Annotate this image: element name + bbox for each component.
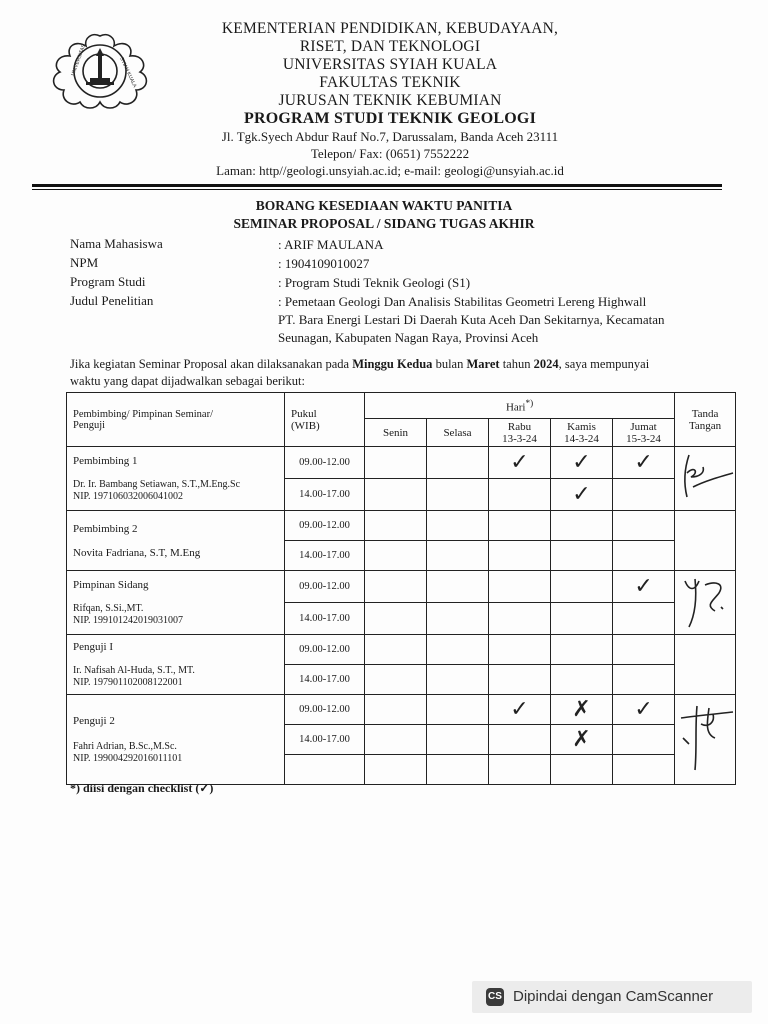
slot-cell (489, 603, 551, 635)
intro-paragraph (70, 356, 730, 390)
member-nip: NIP. 199004292016011101 (73, 752, 183, 764)
member-cell (67, 511, 285, 571)
slot-cell (365, 665, 427, 695)
paragraph-text-3: tahun (499, 357, 534, 371)
day-name: Rabu (507, 420, 532, 433)
member-nip: NIP. 197106032006041002 (73, 490, 184, 502)
slot-cell (427, 447, 489, 479)
footnote: *) diisi dengan checklist (✓) (70, 781, 214, 795)
phone: Telepon/ Fax: (0651) 7552222 (310, 146, 470, 161)
camscanner-watermark (472, 981, 752, 1013)
faculty-name: FAKULTAS TEKNIK (319, 74, 461, 91)
paragraph-text-4: , saya mempunyai (558, 357, 650, 371)
check-mark: ✓ (551, 447, 613, 479)
day-name: Kamis (567, 420, 596, 433)
slot-cell (427, 511, 489, 541)
slot-cell (365, 479, 427, 511)
department-name: JURUSAN TEKNIK KEBUMIAN (278, 92, 502, 109)
research-title-line-2: PT. Bara Energi Lestari Di Daerah Kuta Aceh Dan Sekitarnya, Kecamatan (278, 312, 665, 327)
slot-cell (551, 571, 613, 603)
member-name: Fahri Adrian, B.Sc.,M.Sc. (73, 740, 177, 752)
slot-cell (365, 755, 427, 785)
member-role: Penguji I (73, 640, 114, 653)
day-date: 14-3-24 (564, 432, 599, 445)
day-jumat (613, 419, 675, 447)
header-hari (365, 393, 675, 419)
address: Jl. Tgk.Syech Abdur Rauf No.7, Darussalam, Banda Aceh 23111 (221, 129, 559, 144)
table-row (67, 695, 736, 725)
schedule-table (66, 392, 736, 785)
cross-mark: ✗ (551, 725, 613, 755)
time-slot: 14.00-17.00 (285, 665, 365, 695)
member-name: Ir. Nafisah Al-Huda, S.T., MT. (73, 664, 195, 676)
time-slot: 09.00-12.00 (285, 571, 365, 603)
letterhead (170, 20, 610, 179)
time-slot: 09.00-12.00 (285, 695, 365, 725)
slot-cell (551, 541, 613, 571)
student-name: : ARIF MAULANA (278, 237, 384, 252)
slot-cell (427, 725, 489, 755)
member-role: Pimpinan Sidang (73, 578, 149, 591)
student-prodi: : Program Studi Teknik Geologi (S1) (278, 275, 471, 290)
member-role: Pembimbing 2 (73, 522, 138, 535)
name-label: Nama Mahasiswa (70, 236, 163, 251)
slot-cell (489, 635, 551, 665)
check-mark: ✓ (489, 447, 551, 479)
member-nip: NIP. 197901102008122001 (73, 676, 183, 688)
slot-cell (489, 541, 551, 571)
slot-cell (365, 511, 427, 541)
table-row (67, 511, 736, 541)
member-name: Rifqan, S.Si.,MT. (73, 602, 144, 614)
slot-cell (551, 665, 613, 695)
member-cell (67, 447, 285, 511)
research-title-line-1: : Pemetaan Geologi Dan Analisis Stabilitas Geometri Lereng Highwall (278, 294, 647, 309)
university-name: UNIVERSITAS SYIAH KUALA (282, 56, 498, 73)
check-mark: ✓ (613, 447, 675, 479)
header-role: Pembimbing/ Pimpinan Seminar/ Penguji (67, 393, 285, 447)
camscanner-icon: CS (486, 988, 504, 1006)
slot-cell (613, 635, 675, 665)
research-title-line-3: Seunagan, Kabupaten Nagan Raya, Provinsi Aceh (278, 330, 539, 345)
slot-cell (613, 755, 675, 785)
slot-cell (427, 665, 489, 695)
student-npm: : 1904109010027 (278, 256, 370, 271)
slot-cell (365, 635, 427, 665)
time-slot: 14.00-17.00 (285, 603, 365, 635)
slot-cell (613, 541, 675, 571)
slot-cell (551, 635, 613, 665)
slot-cell (551, 755, 613, 785)
table-row (67, 571, 736, 603)
slot-cell (365, 695, 427, 725)
check-mark: ✓ (613, 695, 675, 725)
paragraph-month: Maret (466, 357, 500, 371)
time-slot: 14.00-17.00 (285, 541, 365, 571)
slot-cell (427, 695, 489, 725)
slot-cell (365, 603, 427, 635)
research-title (278, 293, 738, 347)
header-divider-thin (32, 189, 722, 190)
slot-cell (613, 479, 675, 511)
member-name: Dr. Ir. Bambang Setiawan, S.T.,M.Eng.Sc (73, 478, 241, 490)
member-cell (67, 571, 285, 635)
day-name: Selasa (443, 426, 472, 439)
svg-text:SYIAH KUALA: SYIAH KUALA (118, 56, 138, 89)
signature-image (675, 447, 735, 507)
time-slot: 09.00-12.00 (285, 447, 365, 479)
member-cell (67, 695, 285, 785)
day-selasa (427, 419, 489, 447)
time-slot: 09.00-12.00 (285, 511, 365, 541)
time-slot: 14.00-17.00 (285, 479, 365, 511)
member-role: Penguji 2 (73, 714, 115, 727)
table-row (67, 447, 736, 479)
slot-cell (285, 755, 365, 785)
member-cell (67, 635, 285, 695)
paragraph-text-5: waktu yang dapat dijadwalkan sebagai berikut: (70, 374, 305, 388)
slot-cell (427, 603, 489, 635)
university-logo (42, 30, 158, 110)
day-name: Senin (382, 426, 409, 439)
day-rabu (489, 419, 551, 447)
header-hari-sup: *) (525, 397, 534, 408)
student-info (70, 236, 750, 349)
day-senin (365, 419, 427, 447)
check-mark: ✓ (489, 695, 551, 725)
day-date: 13-3-24 (502, 432, 537, 445)
slot-cell (427, 541, 489, 571)
program-name: PROGRAM STUDI TEKNIK GEOLOGI (243, 110, 536, 127)
slot-cell (427, 479, 489, 511)
slot-cell (489, 665, 551, 695)
ministry-line: KEMENTERIAN PENDIDIKAN, KEBUDAYAAN, (221, 20, 559, 37)
signature-cell (675, 571, 736, 635)
slot-cell (613, 511, 675, 541)
judul-label: Judul Penelitian (70, 293, 154, 308)
slot-cell (613, 603, 675, 635)
cross-mark: ✗ (551, 695, 613, 725)
check-mark: ✓ (551, 479, 613, 511)
slot-cell (365, 541, 427, 571)
slot-cell (489, 511, 551, 541)
prodi-label: Program Studi (70, 274, 146, 289)
slot-cell (551, 603, 613, 635)
slot-cell (365, 447, 427, 479)
header-tanda: Tanda Tangan (675, 393, 736, 447)
slot-cell (489, 479, 551, 511)
day-name: Jumat (630, 420, 657, 433)
header-pukul: Pukul (WIB) (285, 393, 365, 447)
signature-image (675, 571, 735, 631)
paragraph-year: 2024 (533, 357, 559, 371)
check-mark: ✓ (613, 571, 675, 603)
paragraph-text-1: Jika kegiatan Seminar Proposal akan dilaksanakan pada (70, 357, 353, 371)
camscanner-label: Dipindai dengan CamScanner (513, 988, 714, 1005)
slot-cell (489, 725, 551, 755)
slot-cell (613, 665, 675, 695)
slot-cell (489, 571, 551, 603)
slot-cell (365, 725, 427, 755)
member-name: Novita Fadriana, S.T, M.Eng (73, 546, 201, 559)
time-slot: 14.00-17.00 (285, 725, 365, 755)
slot-cell (489, 755, 551, 785)
member-nip: NIP. 199101242019031007 (73, 614, 184, 626)
signature-cell (675, 635, 736, 695)
slot-cell (427, 571, 489, 603)
slot-cell (551, 511, 613, 541)
npm-label: NPM (70, 255, 99, 270)
signature-cell (675, 511, 736, 571)
slot-cell (427, 635, 489, 665)
slot-cell (365, 571, 427, 603)
slot-cell (613, 725, 675, 755)
ministry-line-2: RISET, DAN TEKNOLOGI (299, 38, 481, 55)
website-email: Laman: http//geologi.unsyiah.ac.id; e-mail: geologi@unsyiah.ac.id (216, 163, 564, 178)
signature-cell (675, 695, 736, 785)
signature-image (675, 698, 735, 778)
paragraph-text-2: bulan (432, 357, 467, 371)
paragraph-week: Minggu Kedua (352, 357, 433, 371)
member-role: Pembimbing 1 (73, 454, 138, 467)
form-subtitle: SEMINAR PROPOSAL / SIDANG TUGAS AKHIR (233, 216, 535, 231)
table-row (67, 635, 736, 665)
svg-text:UNIVERSITAS: UNIVERSITAS (70, 43, 88, 77)
slot-cell (427, 755, 489, 785)
header-divider-thick (32, 184, 722, 187)
day-date: 15-3-24 (626, 432, 661, 445)
signature-cell (675, 447, 736, 511)
header-hari-label: Hari (505, 401, 526, 414)
time-slot: 09.00-12.00 (285, 635, 365, 665)
day-kamis (551, 419, 613, 447)
form-title: BORANG KESEDIAAN WAKTU PANITIA (255, 198, 513, 213)
